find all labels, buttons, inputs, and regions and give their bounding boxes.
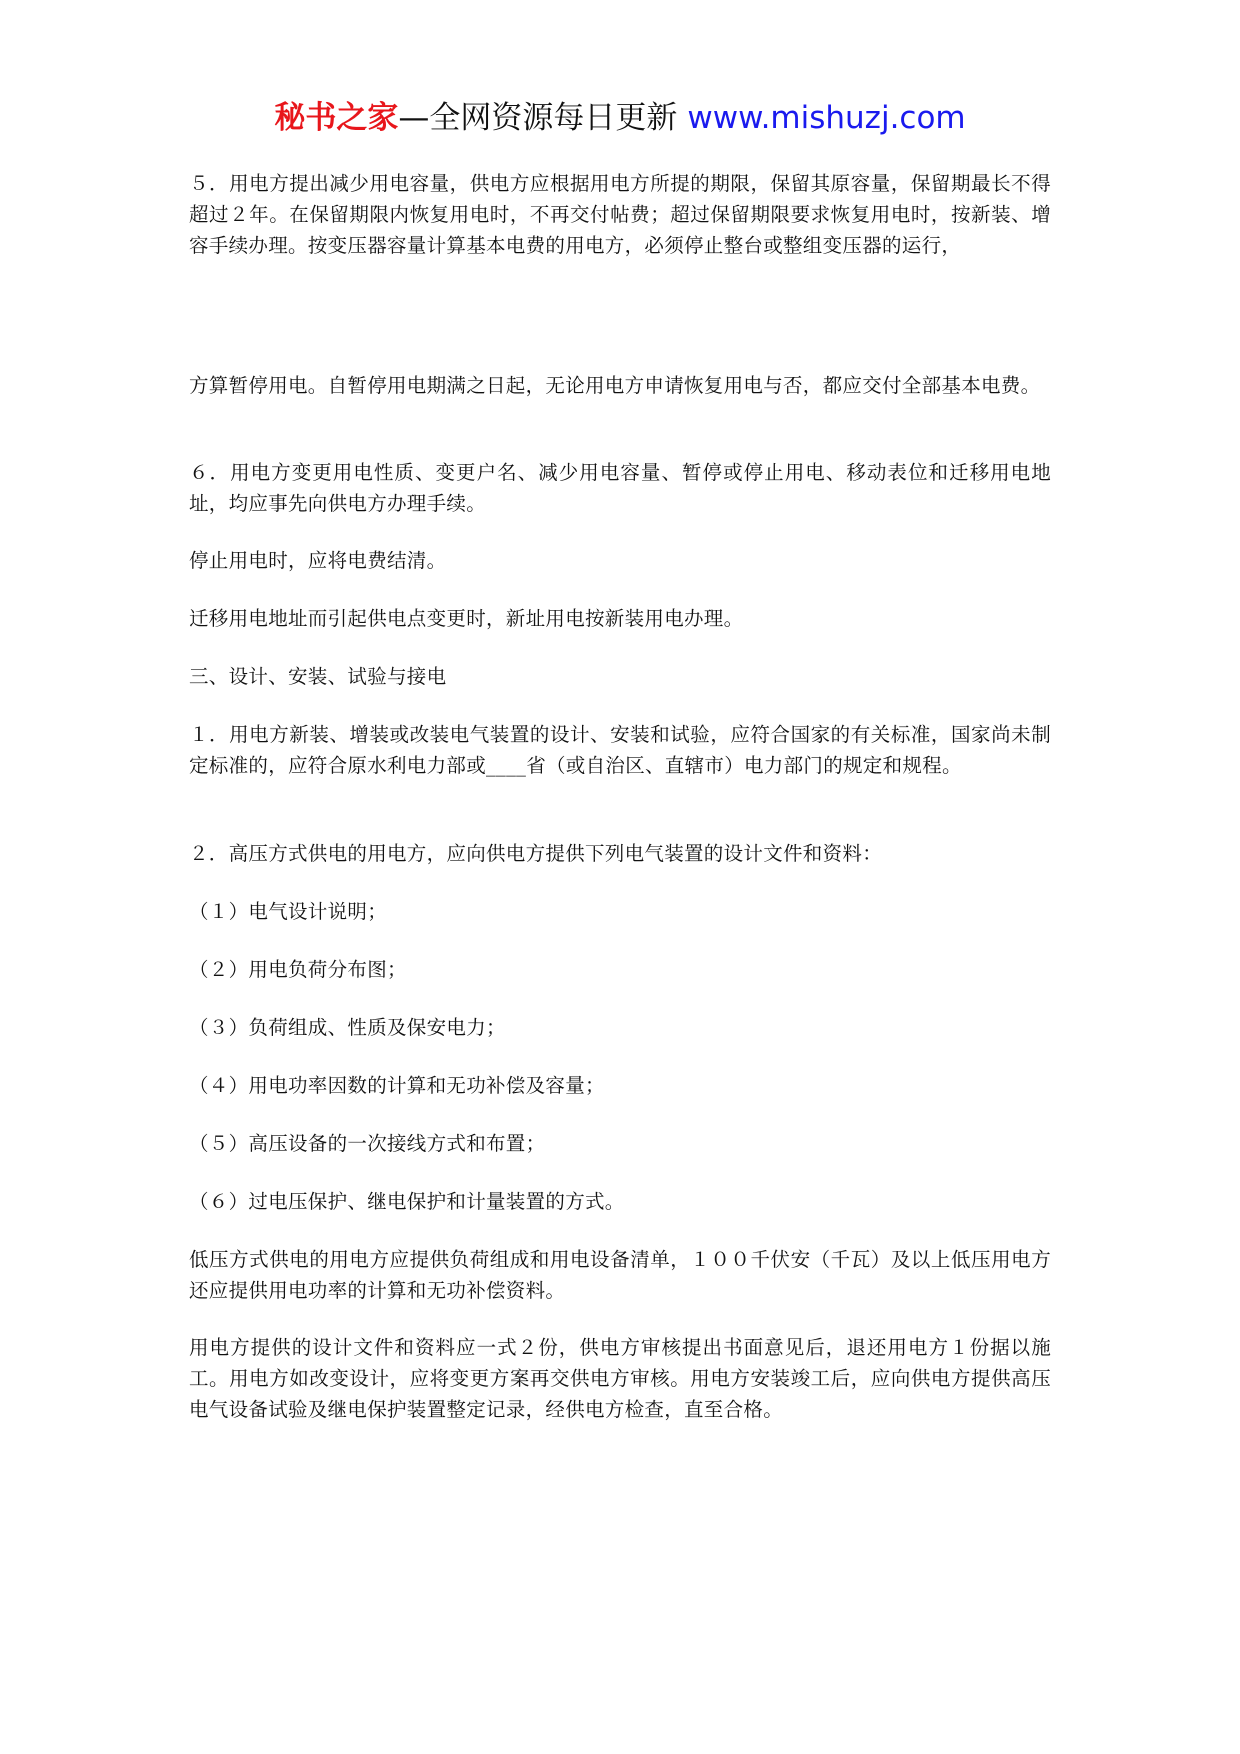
list-item-1: （１）电气设计说明； bbox=[189, 900, 388, 923]
list-item-6: （６）过电压保护、继电保护和计量装置的方式。 bbox=[189, 1190, 625, 1213]
list-item-4: （４）用电功率因数的计算和无功补偿及容量； bbox=[189, 1074, 605, 1097]
paragraph-low-voltage: 低压方式供电的用电方应提供负荷组成和用电设备清单，１００千伏安（千瓦）及以上低压用电方还应提供用电功率的计算和无功补偿资料。 bbox=[189, 1248, 1051, 1302]
header-slogan: 全网资源每日更新 bbox=[429, 100, 678, 136]
site-url-link[interactable]: www.mishuzj.com bbox=[687, 100, 966, 136]
list-item-2: （２）用电负荷分布图； bbox=[189, 958, 407, 981]
paragraph-design-documents: 用电方提供的设计文件和资料应一式２份，供电方审核提出书面意见后，退还用电方１份据以施工。用电方如改变设计，应将变更方案再交供电方审核。用电方安装竣工后，应向供电方提供高压电气设备试验及继电保护装置整定记录，经供电方检查，直至合格。 bbox=[189, 1336, 1051, 1421]
site-header-banner bbox=[0, 98, 1240, 138]
paragraph-suspension-continued: 方算暂停用电。自暂停用电期满之日起，无论用电方申请恢复用电与否，都应交付全部基本电费。 bbox=[189, 374, 1041, 397]
section-heading-design-installation: 三、设计、安装、试验与接电 bbox=[189, 665, 447, 688]
paragraph-relocation: 迁移用电地址而引起供电点变更时，新址用电按新装用电办理。 bbox=[189, 607, 744, 630]
paragraph-design-item-2: ２．高压方式供电的用电方，应向供电方提供下列电气装置的设计文件和资料： bbox=[189, 842, 883, 865]
paragraph-design-item-1: １．用电方新装、增装或改装电气装置的设计、安装和试验，应符合国家的有关标准，国家尚未制定标准的，应符合原水利电力部或____省（或自治区、直辖市）电力部门的规定和规程。 bbox=[189, 723, 1051, 777]
list-item-5: （５）高压设备的一次接线方式和布置； bbox=[189, 1132, 546, 1155]
header-dash: — bbox=[398, 100, 430, 136]
paragraph-item-5: ５．用电方提出减少用电容量，供电方应根据用电方所提的期限，保留其原容量，保留期最长不得超过２年。在保留期限内恢复用电时，不再交付帖费；超过保留期限要求恢复用电时，按新装、增容手续办理。按变压器容量计算基本电费的用电方，必须停止整台或整组变压器的运行， bbox=[189, 172, 1051, 257]
list-item-3: （３）负荷组成、性质及保安电力； bbox=[189, 1016, 506, 1039]
paragraph-item-6: ６．用电方变更用电性质、变更户名、减少用电容量、暂停或停止用电、移动表位和迁移用电地址，均应事先向供电方办理手续。 bbox=[189, 461, 1051, 515]
brand-name: 秘书之家 bbox=[274, 100, 399, 136]
paragraph-stop-usage: 停止用电时，应将电费结清。 bbox=[189, 549, 447, 572]
